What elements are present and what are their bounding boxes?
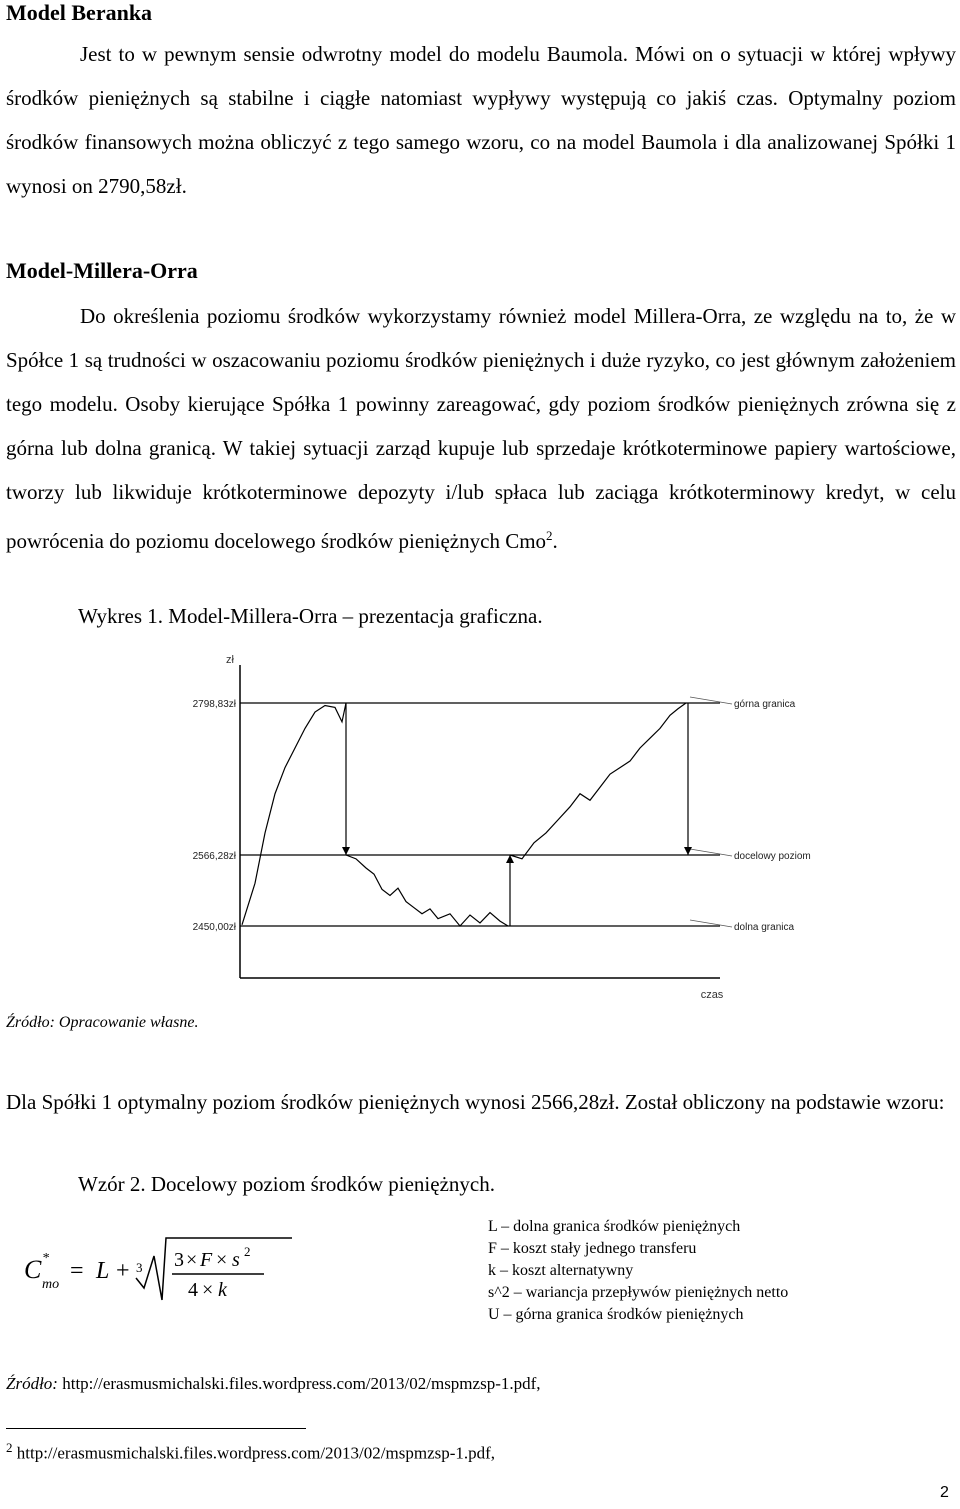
footnote-number: 2 (6, 1440, 13, 1455)
svg-text:3: 3 (174, 1249, 184, 1271)
section-heading-beranka: Model Beranka (6, 0, 153, 25)
footnote-text[interactable]: http://erasmusmichalski.files.wordpress.com/2013/02/mspmzsp-1.pdf, (16, 1443, 496, 1463)
svg-text:*: * (42, 1251, 49, 1266)
reference-line-label: dolna granica (734, 922, 795, 933)
svg-text:2: 2 (244, 1244, 251, 1259)
svg-text:F: F (200, 1249, 213, 1271)
svg-text:×: × (216, 1249, 228, 1271)
x-axis-label: czas (700, 989, 724, 1001)
definition-item: s^2 – wariancja przepływów pieniężnych netto (488, 1284, 789, 1301)
paragraph-miller-orr (6, 294, 956, 563)
svg-text:3: 3 (136, 1260, 143, 1275)
formula-cmo (20, 1228, 300, 1308)
source-label: Źródło: (6, 1374, 58, 1393)
footnote-ref: 2 (546, 528, 553, 543)
figure-source: Źródło: Opracowanie własne. (6, 1014, 199, 1031)
arrow-head (342, 847, 350, 855)
section-heading-miller-orr: Model-Millera-Orra (6, 258, 198, 283)
reference-line-label: docelowy poziom (734, 851, 811, 862)
reference-line-label: górna granica (734, 699, 796, 710)
formula-caption: Wzór 2. Docelowy poziom środków pieniężnych. (78, 1172, 495, 1196)
arrow-head (684, 847, 692, 855)
y-tick-label: 2450,00zł (192, 922, 236, 933)
y-tick-label: 2566,28zł (192, 851, 236, 862)
svg-text:k: k (218, 1279, 227, 1301)
footnote (6, 1440, 495, 1464)
y-tick-label: 2798,83zł (192, 699, 236, 710)
definition-item: k – koszt alternatywny (488, 1262, 634, 1279)
source-url[interactable]: http://erasmusmichalski.files.wordpress.com/2013/02/mspmzsp-1.pdf, (62, 1374, 541, 1393)
page-number: 2 (940, 1484, 949, 1501)
cash-balance-line (242, 703, 346, 925)
paragraph-optimal-level: Dla Spółki 1 optymalny poziom środków pieniężnych wynosi 2566,28zł. Został obliczony na podstawie wzoru: (6, 1090, 945, 1114)
svg-text:s: s (232, 1249, 240, 1271)
definition-item: L – dolna granica środków pieniężnych (488, 1218, 741, 1235)
svg-text:=: = (70, 1258, 84, 1284)
miller-orr-chart (160, 645, 811, 1005)
figure-caption: Wykres 1. Model-Millera-Orra – prezentacja graficzna. (78, 604, 543, 628)
definition-item: F – koszt stały jednego transferu (488, 1240, 697, 1257)
svg-text:L: L (96, 1258, 110, 1284)
formula-definitions (488, 1216, 788, 1326)
svg-text:+: + (116, 1258, 130, 1284)
paragraph-end: . (552, 529, 558, 553)
formula-source (6, 1374, 541, 1394)
y-axis-label: zł (226, 654, 234, 666)
svg-text:C: C (24, 1255, 42, 1284)
footnote-separator (6, 1428, 306, 1429)
svg-text:×: × (202, 1279, 214, 1301)
definition-item: U – górna granica środków pieniężnych (488, 1306, 744, 1323)
paragraph-beranka: Jest to w pewnym sensie odwrotny model do modelu Baumola. Mówi on o sytuacji w której wpływy środków pieniężnych są stabilne i ciągłe natomiast wypływy występują co jakiś czas. Optymalny poziom środków finansowych można obliczyć z tego samego wzoru, co na model Baumola i dla analizowanej Spółki 1 wynosi on 2790,58zł. (6, 42, 956, 198)
svg-text:×: × (186, 1249, 198, 1271)
cash-balance-line (510, 703, 686, 859)
svg-text:mo: mo (42, 1277, 60, 1292)
svg-text:4: 4 (188, 1279, 198, 1301)
cash-balance-line (346, 855, 508, 926)
paragraph-text: Do określenia poziomu środków wykorzystamy również model Millera-Orra, ze względu na to, że w Spółce 1 są trudności w oszacowaniu poziomu środków pieniężnych i duże ryzyko, co jest głównym założeniem tego modelu. Osoby kierujące Spółka 1 powinny zareagować, gdy poziom środków pieniężnych zrówna się z górna lub dolna granicą. W takiej sytuacji zarząd kupuje lub sprzedaje krótkoterminowe papiery wartościowe, tworzy lub likwiduje krótkoterminowe depozyty i/lub spłaca lub zaciąga krótkoterminowy kredyt, w celu powrócenia do poziomu docelowego środków pieniężnych Cmo (6, 304, 956, 553)
